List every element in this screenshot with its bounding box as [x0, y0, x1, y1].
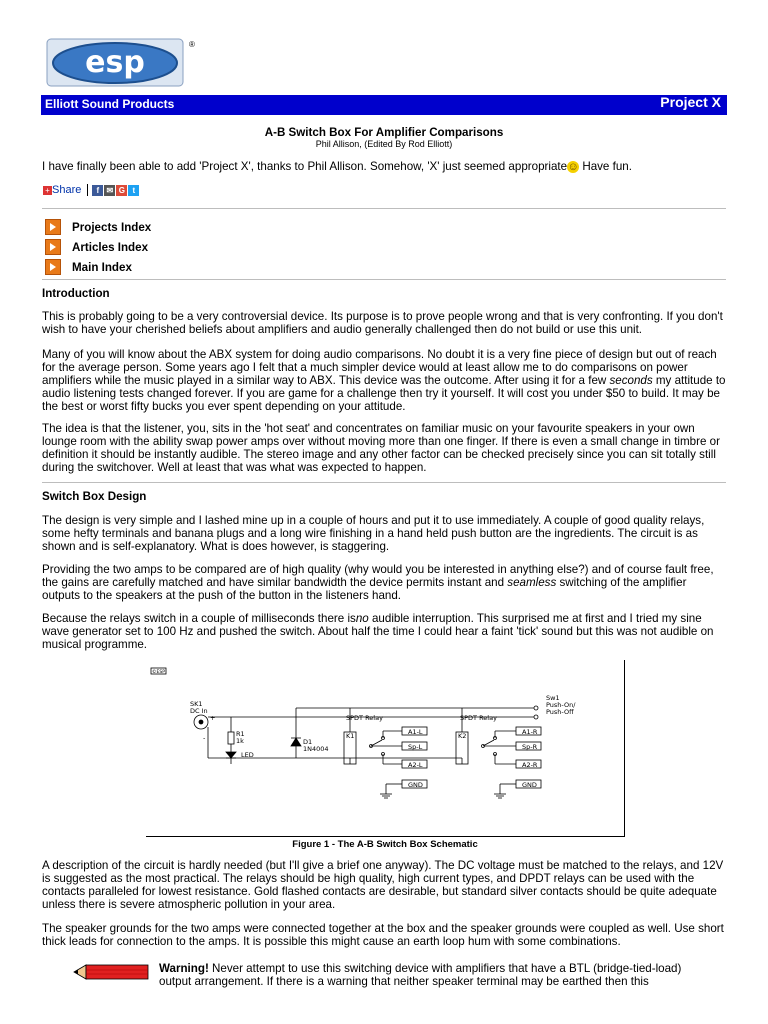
email-icon[interactable]: ✉	[104, 185, 115, 196]
google-icon[interactable]: G	[116, 185, 127, 196]
svg-text:D1: D1	[303, 738, 313, 746]
svg-text:A1-R: A1-R	[522, 728, 538, 736]
divider	[42, 279, 726, 280]
svg-text:SPDT Relay: SPDT Relay	[346, 714, 383, 722]
divider	[42, 208, 726, 209]
paragraph: Many of you will know about the ABX system for doing audio comparisons. No doubt it is a very fine piece of design but out of reach for the average person. Some years ago I felt that a much simpler device would at least allow me to do comparisons on power amplifiers while the music played in a similar way to ABX. This device was the outcome. After using it for a few seconds my attitude to audio listening tests changed forever. If you are game for a challenge then try it yourself. It will cost you under $50 to build. It may be the best or worst fifty bucks you ever spent depending on your attitude.	[42, 348, 726, 413]
svg-text:A2-L: A2-L	[408, 761, 423, 769]
paragraph: Providing the two amps to be compared are of high quality (why would you be interested in anything else?) and of course fault free, the gains are carefully matched and have similar bandwidth the device permits instant and seamless switching of the amplifier outputs to the speakers at the push of the button in the listeners hand.	[42, 563, 714, 602]
figure-caption: Figure 1 - The A-B Switch Box Schematic	[292, 839, 478, 850]
page-title: A-B Switch Box For Amplifier Comparisons	[264, 126, 504, 139]
svg-text:1N4004: 1N4004	[303, 745, 329, 753]
paragraph: The design is very simple and I lashed mine up in a couple of hours and put it to use immediately. A couple of good quality relays, some hefty terminals and banana plugs and a long wire finishing in a hand held push button are the ingredients. The circuit is as shown and is self-explanatory. What is does however, is staggering.	[42, 514, 705, 553]
site-name[interactable]: Elliott Sound Products	[45, 97, 175, 111]
warning-text: Warning! Never attempt to use this switching device with amplifiers that have a BTL (bridge-tied-load) output arrangement. If there is a warning that neither speaker terminal may be earthed then this	[159, 962, 682, 988]
esp-logo[interactable]	[46, 38, 198, 88]
paragraph: A description of the circuit is hardly needed (but I'll give a brief one anyway). The DC voltage must be matched to the relays, and 12V is suggested as the most practical. The relays should be high quality, high current types, and DPDT relays can be used with the contacts paralleled for lowest resistance. Gold flashed contacts are desirable, but standard silver contacts should be quite adequate unless there is severe atmospheric pollution in your area.	[42, 859, 724, 911]
section-heading-switch-box-design: Switch Box Design	[42, 490, 147, 503]
intro-text: I have finally been able to add 'Project X', thanks to Phil Allison. Somehow, 'X' just seemed appropriate☺ Have fun.	[42, 160, 632, 173]
share-plus-icon[interactable]: +	[43, 186, 52, 195]
paragraph: The idea is that the listener, you, sits in the 'hot seat' and concentrates on familiar music on your favourite speakers in your own lounge room with the ability swap power amps over without moving more than one finger. If there is even a small change in timbre or definition it should be instantly audible. The stereo image and any other factor can be checked precisely since you can sit totally still during the switchover. Well at least that was what was expected to happen.	[42, 422, 720, 474]
svg-text:Sp-R: Sp-R	[522, 743, 538, 751]
share-bar	[43, 184, 140, 197]
paragraph: This is probably going to be a very controversial device. Its purpose is to prove people wrong and that is very confronting. If you don't wish to have your cherished beliefs about amplifiers and audio generally challenged then do not build or use this unit.	[42, 310, 723, 336]
svg-text:1k: 1k	[236, 737, 244, 745]
share-link[interactable]: Share	[52, 184, 82, 196]
svg-text:SK1: SK1	[190, 700, 203, 708]
svg-text:A2-R: A2-R	[522, 761, 538, 769]
paragraph: The speaker grounds for the two amps were connected together at the box and the speaker grounds were coupled as well. Use short thick leads for connection to the amps. It is possible this might cause an earth loop hum with some combinations.	[42, 922, 724, 948]
section-heading-introduction: Introduction	[42, 287, 110, 300]
byline: Phil Allison, (Edited By Rod Elliott)	[315, 139, 453, 149]
svg-text:R1: R1	[236, 730, 245, 738]
svg-text:DC In: DC In	[190, 707, 208, 715]
schematic-figure	[146, 660, 625, 837]
svg-text:Push-Off: Push-Off	[546, 708, 574, 716]
facebook-icon[interactable]: f	[92, 185, 103, 196]
arrow-right-icon	[45, 239, 61, 255]
svg-text:Push-On/: Push-On/	[546, 701, 576, 709]
header-banner	[41, 95, 727, 115]
svg-text:©ESP: ©ESP	[152, 670, 165, 675]
schematic-svg	[146, 660, 624, 836]
divider	[42, 482, 726, 483]
svg-text:K2: K2	[458, 732, 467, 740]
smiley-icon: ☺	[567, 161, 579, 173]
svg-text:Sw1: Sw1	[546, 694, 560, 702]
project-name: Project X	[660, 94, 721, 110]
svg-text:-: -	[203, 734, 206, 742]
svg-text:+: +	[210, 714, 216, 722]
registered-mark: ®	[189, 40, 195, 49]
svg-text:SPDT Relay: SPDT Relay	[460, 714, 497, 722]
warning-label: Warning!	[159, 962, 209, 975]
pencil-icon	[72, 962, 152, 982]
arrow-right-icon	[45, 219, 61, 235]
svg-text:Sp-L: Sp-L	[408, 743, 423, 751]
svg-text:LED: LED	[241, 751, 254, 759]
svg-text:K1: K1	[346, 732, 355, 740]
svg-text:A1-L: A1-L	[408, 728, 423, 736]
svg-text:GND: GND	[408, 781, 423, 789]
twitter-icon[interactable]: t	[128, 185, 139, 196]
arrow-right-icon	[45, 259, 61, 275]
logo-text: esp	[85, 45, 145, 80]
paragraph: Because the relays switch in a couple of milliseconds there isno audible interruption. This surprised me at first and I tried my sine wave generator set to 100 Hz and pushed the switch. About half the time I could hear a faint 'tick' sound but this was not audible on musical programme.	[42, 612, 714, 651]
svg-text:GND: GND	[522, 781, 537, 789]
